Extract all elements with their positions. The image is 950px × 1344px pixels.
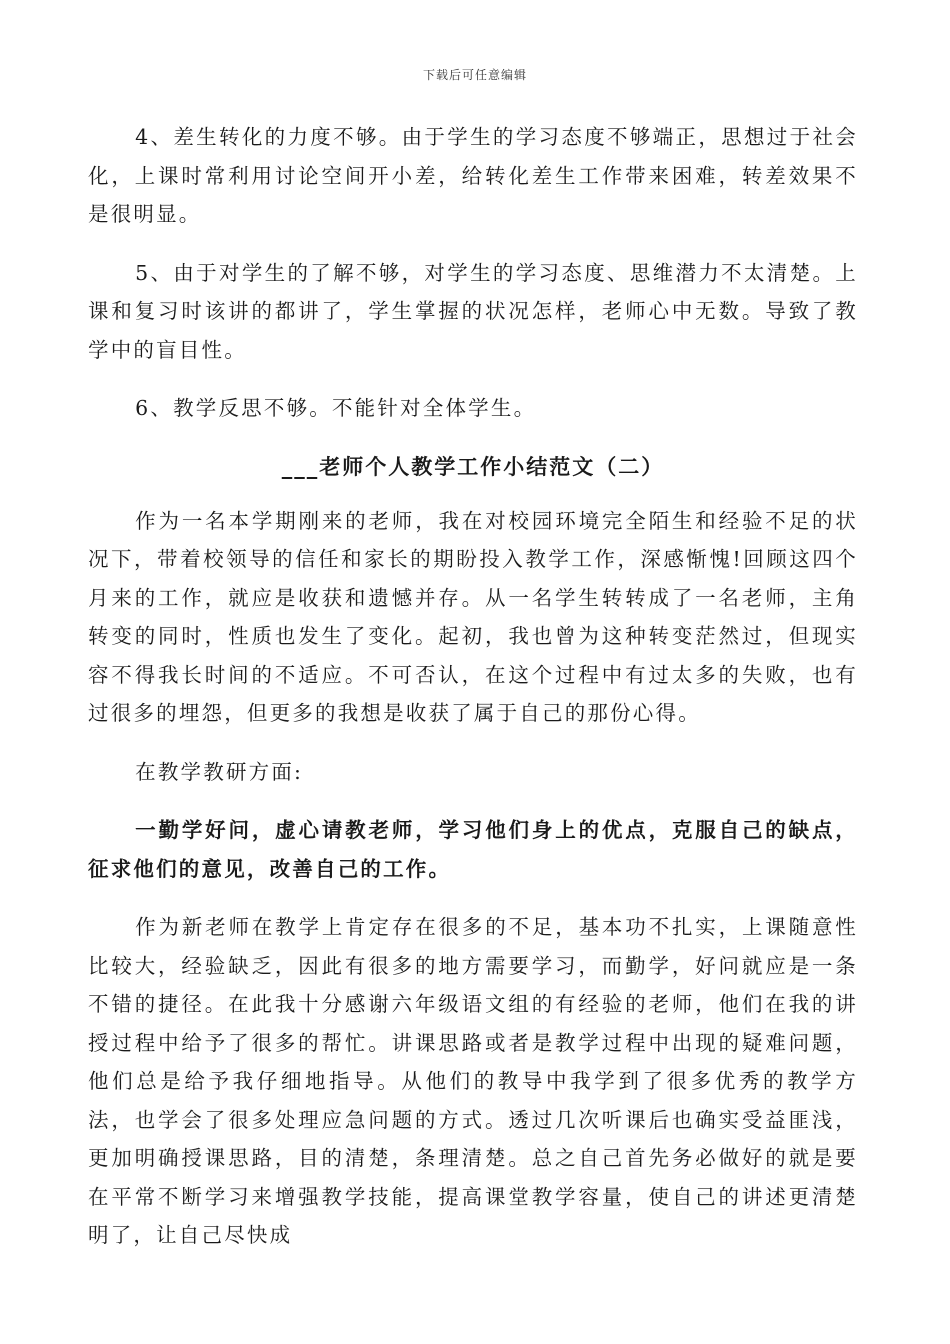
paragraph-item-4: 4、差生转化的力度不够。由于学生的学习态度不够端正，思想过于社会化，上课时常利用讨论空间开小差，给转化差生工作带来困难，转差效果不是很明显。 (88, 125, 858, 226)
paragraph-item-5: 5、由于对学生的了解不够，对学生的学习态度、思维潜力不太清楚。上课和复习时该讲的都讲了，学生掌握的状况怎样，老师心中无数。导致了教学中的盲目性。 (88, 260, 858, 362)
intro-paragraph: 作为一名本学期刚来的老师，我在对校园环境完全陌生和经验不足的状况下，带着校领导的信任和家长的期盼投入教学工作，深感惭愧!回顾这四个月来的工作，就应是收获和遗憾并存。从一名学生转转成了一名老师，主角转变的同时，性质也发生了变化。起初，我也曾为这种转变茫然过，但现实容不得我长时间的不适应。不可否认，在这个过程中有过太多的失败，也有过很多的埋怨，但更多的我想是收获了属于自己的那份心得。 (88, 508, 858, 725)
header-note: 下载后可任意编辑 (422, 68, 527, 82)
subsection-label: 在教学教研方面: (135, 759, 304, 784)
section-heading: ___老师个人教学工作小结范文（二） (281, 453, 665, 479)
bold-point: 一勤学好问，虚心请教老师，学习他们身上的优点，克服自己的缺点，征求他们的意见，改善自己的工作。 (88, 818, 858, 881)
body-paragraph: 作为新老师在教学上肯定存在很多的不足，基本功不扎实，上课随意性比较大，经验缺乏，因此有很多的地方需要学习，而勤学，好问就应是一条不错的捷径。在此我十分感谢六年级语文组的有经验的老师，他们在我的讲授过程中给予了很多的帮忙。讲课思路或者是教学过程中出现的疑难问题，他们总是给予我仔细地指导。从他们的教导中我学到了很多优秀的教学方法，也学会了很多处理应急问题的方式。透过几次听课后也确实受益匪浅，更加明确授课思路，目的清楚，条理清楚。总之自己首先务必做好的就是要在平常不断学习来增强教学技能，提高课堂教学容量，使自己的讲述更清楚明了，让自己尽快成 (88, 915, 858, 1247)
paragraph-item-6: 6、教学反思不够。不能针对全体学生。 (135, 396, 537, 420)
document-body (88, 118, 858, 1255)
